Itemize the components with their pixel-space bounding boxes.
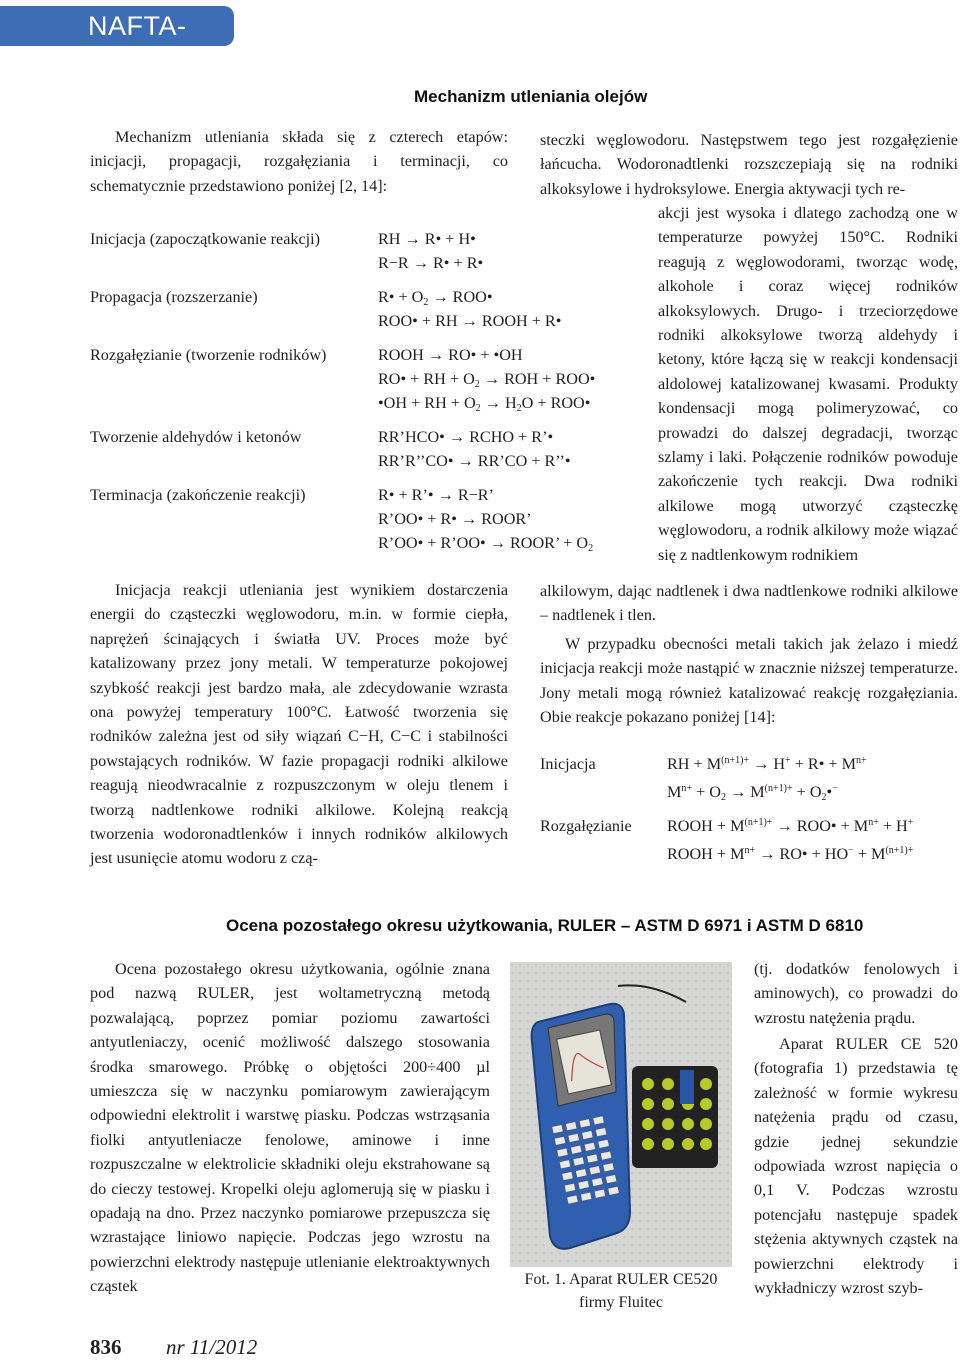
eq-branching-1: ROOH → RO• + •OH [378, 346, 523, 364]
eq-aldehydes-1: RR’HCO• → RCHO + R’• [378, 428, 554, 446]
ruler-paragraph-left: Ocena pozostałego okresu użytkowania, ogólnie znana pod nazwą RULER, jest woltametryczną metodą pozwalającą, poprzez pomiar poziomu zawartości antyutleniaczy, ocenić możliwość dalszego stosowania środka smarowego. Próbkę o objętości 200÷400 µl umieszcza się w naczynku pomiarowym zawierającym odpowiedni elektrolit i warstwę piasku. Podczas wstrząsania fiolki antyutleniacze fenolowe, aminowe i inne rozpuszczalne w elektrolicie składniki oleju ekstrahowane są do cieczy testowej. Kropelki oleju aglomerują się w piasku i opadają na dno. Przez naczynko pomiarowe przepuszcza się wzrastające liniowo napięcie. Podczas jego wzrostu na powierzchni elektrody następuje utlenianie elektroaktywnych cząstek [90, 960, 490, 1296]
eq-termination-1: R• + R’• → R−R’ [378, 486, 494, 504]
ruler-device-photo [510, 962, 732, 1267]
metal-label-initiation: Inicjacja [540, 755, 596, 773]
metals-paragraph: W przypadku obecności metali takich jak żelazo i miedź inicjacja reakcji może nastąpić w znacznie niższej temperaturze. Jony metali mogą również katalizować reakcję rozgałęziania. Obie reakcje pokazano poniżej [14]: [540, 635, 958, 727]
section-heading-oxidation: Mechanizm utleniania olejów [414, 87, 648, 106]
journal-name: NAFTA-GAZ [88, 11, 187, 81]
stage-label-propagation: Propagacja (rozszerzanie) [90, 288, 258, 306]
metal-eq-initiation-2: $M^{n+} + O_2 \to M^{(n+1)+}$ + $O_2•^-$ [667, 783, 838, 803]
journal-badge [0, 6, 234, 81]
page-number: 836 [90, 1335, 122, 1359]
eq-initiation-1: RH → R• + H• [378, 230, 476, 248]
right-paragraph-bottom: alkilowym, dając nadtlenek i dwa nadtlenkowe rodniki alkilowe – nadtlenek i tlen. [540, 582, 958, 625]
reaction-scheme [90, 230, 650, 560]
photo-caption: Fot. 1. Aparat RULER CE520 firmy Fluitec [524, 1271, 718, 1311]
metal-reactions [540, 755, 958, 875]
metal-eq-branching-2: ROOH + $M^{n+}$ → RO• + $HO^- + M^{(n+1)+}$ [667, 845, 914, 863]
eq-branching-3: •OH + RH + $O_2 \to H_2O$ + ROO• [378, 394, 591, 414]
metal-eq-branching-1: ROOH + $M^{(n+1)+}$ → ROO• + $M^{n+} + H^+$ [667, 817, 914, 835]
device-illustration [510, 962, 732, 1267]
stage-label-branching: Rozgałęzianie (tworzenie rodników) [90, 346, 327, 364]
right-paragraph-top: steczki węglowodoru. Następstwem tego jest rozgałęzienie łańcucha. Wodoronadtlenki rozszczepiają się na rodniki alkoksylowe i hydroksylowe. Energia aktywacji tych re- [540, 131, 958, 198]
initiation-paragraph: Inicjacja reakcji utleniania jest wynikiem dostarczenia energii do cząsteczki węglowodoru, m.in. w formie ciepła, naprężeń ścinających i światła UV. Proces może być katalizowany przez jony metali. W temperaturze pokojowej szybkość reakcji jest bardzo mała, ale zdecydowanie wzrasta ona powyżej temperatury 100°C. Łatwość tworzenia się rodników zależna jest od siły wiązań C−H, C−C i stabilności powstających rodników. W fazie propagacji rodniki alkilowe reagują nieodwracalnie z rozpuszczonym w oleju tlenem i tworzą nadtlenkowe rodniki alkilowe. Kolejną reakcją tworzenia wodoronadtlenków i innych rodników alkilowych jest usunięcie atomu wodoru z czą- [90, 581, 508, 868]
metal-label-branching: Rozgałęzianie [540, 817, 632, 835]
metal-eq-initiation-1: RH + $M^{(n+1)+} \to H^+$ + R• + $M^{n+}$ [667, 755, 867, 773]
eq-propagation-1: R• + $O_2$ → ROO• [378, 288, 493, 308]
eq-initiation-2: R−R → R• + R• [378, 254, 484, 272]
eq-termination-2: R’OO• + R• → ROOR’ [378, 510, 532, 528]
eq-termination-3: R’OO• + R’OO• → ROOR’ + $O_2$ [378, 534, 594, 554]
eq-aldehydes-2: RR’R’’CO• → RR’CO + R’’• [378, 452, 571, 470]
eq-branching-2: RO• + RH + $O_2$ → ROH + ROO• [378, 370, 596, 390]
issue-number: nr 11/2012 [166, 1335, 258, 1359]
ruler-paragraph-right-1: (tj. dodatków fenolowych i aminowych), co prowadzi do wzrostu natężenia prądu. [754, 960, 958, 1027]
stage-label-aldehydes: Tworzenie aldehydów i ketonów [90, 428, 302, 446]
ruler-paragraph-right-2: Aparat RULER CE 520 (fotografia 1) przedstawia tę zależność w formie wykresu natężenia prądu od czasu, gdzie jednej sekundzie odpowiada wzrost napięcia o 0,1 V. Podczas wzrostu potencjału następuje spadek stężenia aktywnych cząstek na powierzchni elektrody i wykładniczy wzrost szyb- [754, 1035, 958, 1298]
stage-label-initiation: Inicjacja (zapoczątkowanie reakcji) [90, 230, 321, 248]
right-paragraph-narrow: akcji jest wysoka i dlatego zachodzą one w temperaturze powyżej 150°C. Rodniki reagują z węglowodorami, tworząc wodę, alkohole i coraz więcej rodników alkoksylowych. Drugo- i trzeciorzędowe rodniki alkoksylowe tworzą aldehydy i ketony, które łączą się w reakcji kondensacji aldolowej katalizowanej kwasami. Produkty kondensacji mogą polimeryzować, co prowadzi do dalszej degradacji, tworząc szlamy i laki. Połączenie rodników powoduje zakończenie tych reakcji. Dwa rodniki alkilowe mogą utworzyć cząsteczkę węglowodoru, a rodnik alkilowy może wiązać się z nadtlenkowym rodnikiem [658, 204, 958, 564]
stage-label-termination: Terminacja (zakończenie reakcji) [90, 486, 306, 504]
intro-paragraph: Mechanizm utleniania składa się z czterech etapów: inicjacji, propagacji, rozgałęziania i terminacji, co schematycznie przedstawiono poniżej [2, 14]: [90, 128, 508, 195]
section-heading-ruler: Ocena pozostałego okresu użytkowania, RULER – ASTM D 6971 i ASTM D 6810 [226, 916, 864, 935]
eq-propagation-2: ROO• + RH → ROOH + R• [378, 312, 562, 330]
